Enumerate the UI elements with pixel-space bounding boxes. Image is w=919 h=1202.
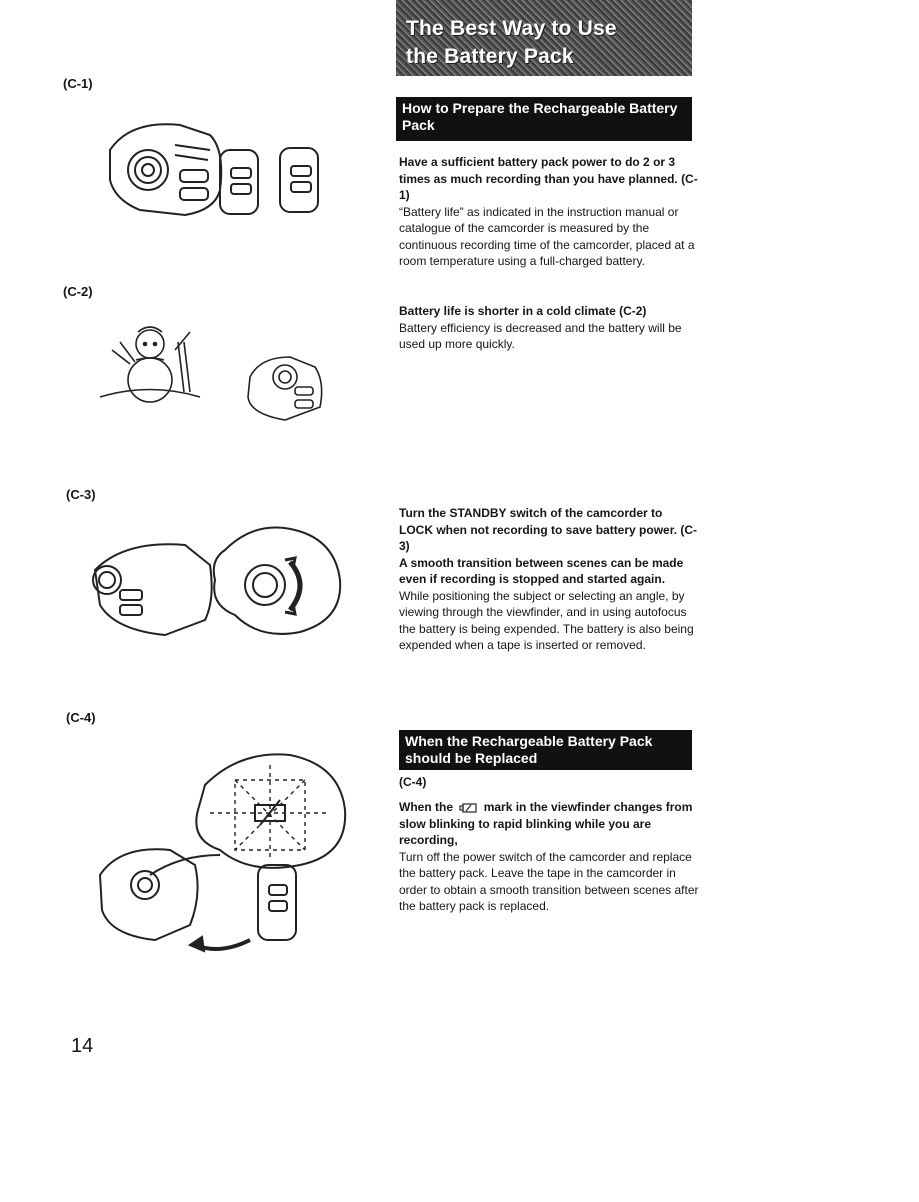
battery-mark-icon [459,803,477,813]
paragraph-replace-bold-post: mark in the viewfinder changes from slow blinking to rapid blinking while you are recording, [399,800,693,847]
section-heading-replace-line2: should be Replaced [405,750,538,766]
section-heading-prepare-line2: Pack [402,117,435,133]
title-line-1: The Best Way to Use [406,17,617,40]
figure-c2-snowman-camcorder [100,322,350,442]
page-number: 14 [71,1035,94,1057]
figure-c1-camcorder-batteries [90,110,350,230]
figure-label-c2: (C-2) [63,284,93,299]
section-heading-replace [399,730,692,770]
paragraph-replace-bold-pre: When the [399,800,453,814]
figure-c3-standby-switch [85,520,350,660]
paragraph-replace-battery [399,799,699,915]
paragraph-battery-life-text: “Battery life” as indicated in the instruction manual or catalogue of the camcorder is measured by the continuous recording time of the camcorder, placed at a room temperature using a full-charged battery. [399,204,695,268]
section-heading-prepare [396,97,692,141]
paragraph-standby-switch [399,505,699,654]
paragraph-battery-life-bold: Have a sufficient battery pack power to do 2 or 3 times as much recording than you have planned. (C-1) [399,155,698,202]
paragraph-cold-climate-text: Battery efficiency is decreased and the battery will be used up more quickly. [399,320,682,351]
paragraph-battery-life [399,154,699,270]
title-line-2: the Battery Pack [406,45,574,68]
paragraph-standby-text: While positioning the subject or selecting an angle, by viewing through the viewfinder, and in using autofocus the battery is being expended. The battery is also being expended when a tape is inserted or removed. [399,588,694,652]
paragraph-replace-text: Turn off the power switch of the camcorder and replace the battery pack. Leave the tape in the camcorder in order to obtain a smooth transition between scenes after the battery pack is replaced. [399,849,699,913]
paragraph-cold-climate [399,303,699,353]
figure-label-c3: (C-3) [66,487,96,502]
page-title-banner [396,0,692,76]
figure-label-c4: (C-4) [66,710,96,725]
figure-label-c1: (C-1) [63,76,93,91]
figure-c4-replace-battery [90,745,350,960]
paragraph-cold-climate-bold: Battery life is shorter in a cold climate (C-2) [399,304,647,318]
section-heading-replace-line1: When the Rechargeable Battery Pack [405,733,653,749]
paragraph-standby-bold-1: Turn the STANDBY switch of the camcorder to LOCK when not recording to save battery power. (C-3) [399,506,698,553]
section-replace-reference: (C-4) [399,775,427,789]
paragraph-standby-bold-2: A smooth transition between scenes can be made even if recording is stopped and started again. [399,555,684,586]
section-heading-prepare-line1: How to Prepare the Rechargeable Battery [402,100,678,116]
